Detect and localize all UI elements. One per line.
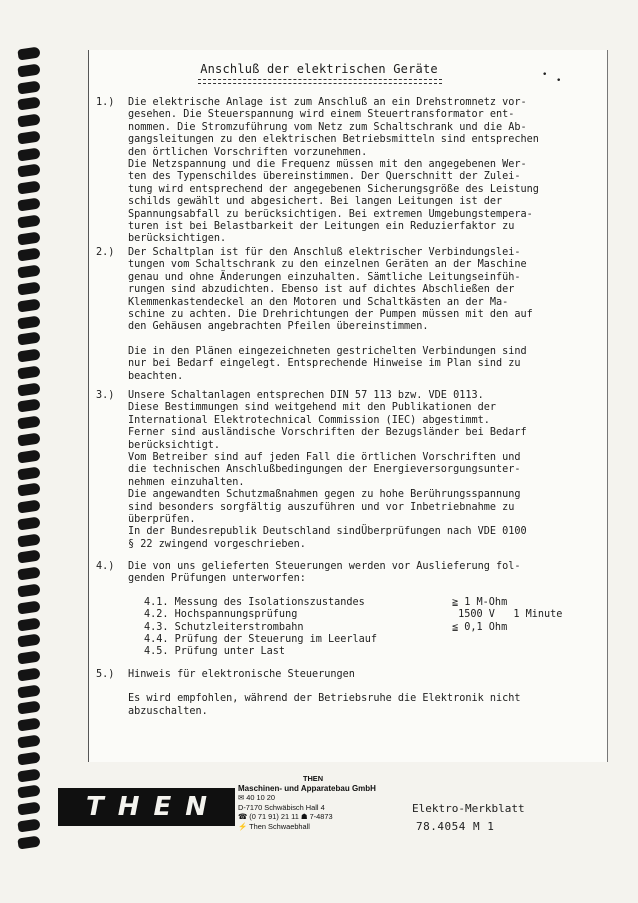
binding-ring <box>17 550 40 564</box>
binding-ring <box>17 97 40 111</box>
speck-mark: • <box>556 76 562 86</box>
binding-ring <box>17 651 40 665</box>
spiral-binding <box>14 48 48 848</box>
binding-ring <box>17 617 40 631</box>
binding-ring <box>17 298 40 312</box>
test-label: 4.5. Prüfung unter Last <box>144 646 286 658</box>
binding-ring <box>17 684 40 698</box>
document-footer <box>0 770 638 903</box>
section-paragraph: Die elektrische Anlage ist zum Anschluß an ein Drehstromnetz vor- gesehen. Die Steuerspannung wird einem Steuertransformator ent- nommen. Die Stromzuführung vom Netz zum Schaltschrank und die Ab- gangsleitungen zu den elektrischen Betriebsmitteln sind entsprechen den örtlichen Vorschriften vorzunehmen. Die Netzspannung und die Frequenz müssen mit den angegebenen Wer- ten des Typenschildes übereinstimmen. Der Querschnitt der Zulei- tung wird entsprechend der angegebenen Sicherungsgröße des Leistung schilds gewählt und abgesichert. Bei langen Leitungen ist der Spannungsabfall zu berücksichtigen. Bei extremen Umgebungstempera- turen ist bei Belastbarkeit der Leitungen ein Reduzierfaktor zu berücksichtigen. <box>128 97 539 245</box>
binding-ring <box>17 332 40 346</box>
section-paragraph: Die von uns gelieferten Steuerungen werden vor Auslieferung fol- genden Prüfungen unterworfen: <box>128 561 521 585</box>
speck-mark: • <box>542 70 548 80</box>
binding-ring <box>17 735 40 749</box>
test-value: ≦ 0,1 Ohm <box>452 621 508 633</box>
binding-ring <box>17 349 40 363</box>
test-value: 1500 V 1 Minute <box>452 609 563 621</box>
binding-ring <box>17 432 40 446</box>
postal-address: D-7170 Schwäbisch Hall 4 <box>238 802 325 812</box>
section-paragraph: Unsere Schaltanlagen entsprechen DIN 57 113 bzw. VDE 0113. Diese Bestimmungen sind weitgehend mit den Publikationen der International Elektrotechnical Commission (IEC) abgestimmt. Ferner sind ausländische Vorschriften der Bezugsländer bei Bedarf berücksichtigt. Vom Betreiber sind auf jeden Fall die örtlichen Vorschriften und die technischen Anschlußbedingungen der Energieversorgungsunter- nehmen einzuhalten. Die angewandten Schutzmaßnahmen gegen zu hohe Berührungsspannung sind besonders sorgfältig auszuführen und vor Inbetriebnahme zu überprüfen. In der Bundesrepublik Deutschland sindÜberprüfungen nach VDE 0100 § 22 zwingend vorgeschrieben. <box>128 390 527 550</box>
logo-text: THEN <box>85 792 221 822</box>
document-heading: Anschluß der elektrischen Geräte <box>200 62 438 76</box>
binding-ring <box>17 248 40 262</box>
test-label: 4.4. Prüfung der Steuerung im Leerlauf <box>144 633 378 645</box>
binding-ring <box>17 600 40 614</box>
binding-ring <box>17 147 40 161</box>
binding-ring <box>17 416 40 430</box>
binding-ring <box>17 365 40 379</box>
binding-ring <box>17 567 40 581</box>
section-3 <box>96 390 616 551</box>
test-list <box>144 597 616 659</box>
document-title: Elektro-Merkblatt <box>412 802 525 815</box>
section-number: 3.) <box>96 390 115 401</box>
binding-ring <box>17 265 40 279</box>
test-label: 4.3. Schutzleiterstrombahn <box>144 621 304 633</box>
binding-ring <box>17 114 40 128</box>
binding-ring <box>17 718 40 732</box>
binding-ring <box>17 516 40 530</box>
test-item <box>144 597 616 609</box>
test-item <box>144 609 616 621</box>
section-number: 4.) <box>96 561 115 572</box>
binding-ring <box>17 634 40 648</box>
test-label: 4.2. Hochspannungsprüfung <box>144 609 298 621</box>
company-address-block <box>238 774 388 832</box>
binding-ring <box>17 382 40 396</box>
section-number: 1.) <box>96 97 115 108</box>
test-label: 4.1. Messung des Isolationszustandes <box>144 596 365 608</box>
section-paragraph: Hinweis für elektronische Steuerungen <box>128 669 355 680</box>
binding-ring <box>17 449 40 463</box>
binding-ring <box>17 584 40 598</box>
test-item <box>144 646 616 658</box>
binding-ring <box>17 483 40 497</box>
test-item <box>144 634 616 646</box>
binding-ring <box>17 667 40 681</box>
section-number: 5.) <box>96 669 115 680</box>
binding-ring <box>17 315 40 329</box>
binding-ring <box>17 214 40 228</box>
binding-ring <box>17 181 40 195</box>
test-value: ≧ 1 M-Ohm <box>452 596 508 608</box>
phone-telex: ☎ (0 71 91) 21 11 ☗ 7-4873 <box>238 812 333 822</box>
binding-ring <box>17 281 40 295</box>
heading-underline <box>198 79 442 84</box>
binding-ring <box>17 164 40 178</box>
binding-ring <box>17 130 40 144</box>
section-paragraph: Es wird empfohlen, während der Betriebsruhe die Elektronik nicht abzuschalten. <box>128 693 521 717</box>
binding-ring <box>17 701 40 715</box>
binding-ring <box>17 198 40 212</box>
binding-ring <box>17 500 40 514</box>
company-short-name: THEN <box>302 774 324 783</box>
section-number: 2.) <box>96 247 115 258</box>
section-5 <box>96 669 616 718</box>
company-logo <box>58 788 235 826</box>
binding-ring <box>17 466 40 480</box>
binding-ring <box>17 231 40 245</box>
binding-ring <box>17 399 40 413</box>
section-2 <box>96 247 616 383</box>
section-paragraph: Der Schaltplan ist für den Anschluß elektrischer Verbindungslei- tungen vom Schaltschrank zu den einzelnen Geräten an der Maschine genau und ohne Änderungen einzuhalten. Sämtliche Leitungseinfüh- rungen sind abzudichten. Ebenso ist auf dichtes Abschließen der Klemmenkastendeckel an den Motoren und Schaltkästen an der Ma- schine zu achten. Die Drehrichtungen der Pumpen müssen mit den auf den Gehäusen angebrachten Pfeilen übereinstimmen. <box>128 247 533 333</box>
section-paragraph: Die in den Plänen eingezeichneten gestrichelten Verbindungen sind nur bei Bedarf eingelegt. Entsprechende Hinweise im Plan sind zu beachten. <box>128 345 527 382</box>
section-4 <box>96 561 616 659</box>
test-item <box>144 622 616 634</box>
binding-ring <box>17 751 40 765</box>
document-number: 78.4054 M 1 <box>416 820 495 833</box>
section-1 <box>96 97 616 246</box>
binding-ring <box>17 80 40 94</box>
binding-ring <box>17 47 40 61</box>
po-box: ✉ 40 10 20 <box>238 793 276 803</box>
company-name: Maschinen- und Apparatebau GmbH <box>238 783 376 793</box>
telegram-address: ⚡ Then Schwaebhall <box>238 821 310 831</box>
binding-ring <box>17 533 40 547</box>
